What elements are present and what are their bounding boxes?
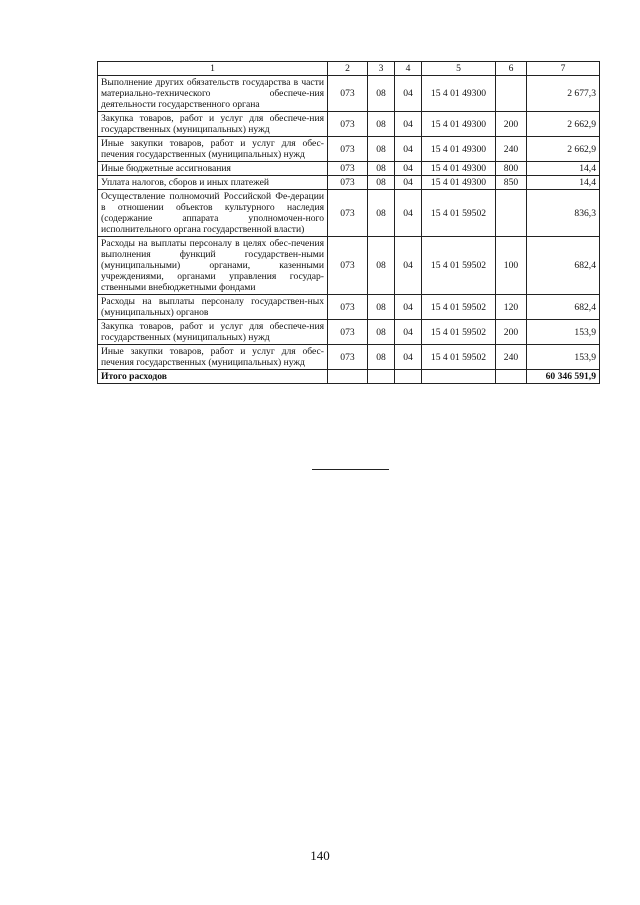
- row-code-4-cell: 04: [395, 137, 422, 162]
- row-code-4-cell: 04: [395, 320, 422, 345]
- table-row: [98, 137, 600, 162]
- row-name-cell: Выполнение других обязательств государства в части материально-технического обеспече-ния деятельности государственного органа: [98, 76, 328, 112]
- end-rule: [312, 469, 389, 470]
- budget-table: [97, 61, 600, 384]
- table-row: [98, 237, 600, 295]
- column-header-4: 4: [395, 62, 422, 76]
- row-name-cell: Закупка товаров, работ и услуг для обеспече-ния государственных (муниципальных) нужд: [98, 320, 328, 345]
- column-header-1: 1: [98, 62, 328, 76]
- table-row: [98, 162, 600, 176]
- row-code-5-cell: 15 4 01 59502: [422, 295, 496, 320]
- row-code-6-cell: 800: [496, 162, 527, 176]
- table-row: [98, 190, 600, 237]
- row-code-3-cell: 08: [368, 320, 395, 345]
- table-header-row: [98, 62, 600, 76]
- column-header-7: 7: [527, 62, 600, 76]
- row-name-cell: Закупка товаров, работ и услуг для обеспече-ния государственных (муниципальных) нужд: [98, 112, 328, 137]
- row-code-3-cell: 08: [368, 76, 395, 112]
- row-code-6-cell: 200: [496, 112, 527, 137]
- row-amount-cell: 14,4: [527, 176, 600, 190]
- row-code-4-cell: 04: [395, 162, 422, 176]
- row-code-2-cell: 073: [328, 162, 368, 176]
- row-code-6-cell: 200: [496, 320, 527, 345]
- row-code-3-cell: 08: [368, 295, 395, 320]
- column-header-6: 6: [496, 62, 527, 76]
- row-code-3-cell: 08: [368, 345, 395, 370]
- total-value: 60 346 591,9: [527, 370, 600, 384]
- row-code-5-cell: 15 4 01 59502: [422, 320, 496, 345]
- row-amount-cell: 2 677,3: [527, 76, 600, 112]
- row-code-5-cell: 15 4 01 49300: [422, 176, 496, 190]
- row-name-cell: Уплата налогов, сборов и иных платежей: [98, 176, 328, 190]
- row-code-5-cell: 15 4 01 49300: [422, 76, 496, 112]
- row-code-4-cell: 04: [395, 112, 422, 137]
- row-name-cell: Осуществление полномочий Российской Фе-дерации в отношении объектов культурного наследия (содержание аппарата уполномочен-ного исполнительного органа государственной власти): [98, 190, 328, 237]
- total-row: [98, 370, 600, 384]
- table-row: [98, 295, 600, 320]
- row-amount-cell: 836,3: [527, 190, 600, 237]
- total-empty-cell: [328, 370, 368, 384]
- row-code-3-cell: 08: [368, 112, 395, 137]
- row-code-5-cell: 15 4 01 59502: [422, 190, 496, 237]
- row-code-4-cell: 04: [395, 295, 422, 320]
- row-amount-cell: 2 662,9: [527, 137, 600, 162]
- row-amount-cell: 682,4: [527, 295, 600, 320]
- total-empty-cell: [368, 370, 395, 384]
- total-label: Итого расходов: [98, 370, 328, 384]
- table-row: [98, 320, 600, 345]
- row-code-2-cell: 073: [328, 320, 368, 345]
- table-row: [98, 176, 600, 190]
- row-code-3-cell: 08: [368, 176, 395, 190]
- row-code-2-cell: 073: [328, 76, 368, 112]
- row-code-2-cell: 073: [328, 176, 368, 190]
- total-empty-cell: [422, 370, 496, 384]
- row-code-6-cell: 850: [496, 176, 527, 190]
- row-amount-cell: 153,9: [527, 345, 600, 370]
- row-code-4-cell: 04: [395, 237, 422, 295]
- column-header-5: 5: [422, 62, 496, 76]
- page-number: 140: [310, 848, 330, 863]
- total-empty-cell: [496, 370, 527, 384]
- row-code-3-cell: 08: [368, 162, 395, 176]
- row-code-3-cell: 08: [368, 237, 395, 295]
- row-name-cell: Иные бюджетные ассигнования: [98, 162, 328, 176]
- row-code-5-cell: 15 4 01 49300: [422, 162, 496, 176]
- row-code-4-cell: 04: [395, 345, 422, 370]
- row-code-6-cell: 100: [496, 237, 527, 295]
- row-amount-cell: 2 662,9: [527, 112, 600, 137]
- row-code-3-cell: 08: [368, 137, 395, 162]
- row-code-6-cell: [496, 190, 527, 237]
- row-code-6-cell: 240: [496, 345, 527, 370]
- row-code-5-cell: 15 4 01 49300: [422, 137, 496, 162]
- table-row: [98, 112, 600, 137]
- row-code-6-cell: 240: [496, 137, 527, 162]
- row-code-5-cell: 15 4 01 49300: [422, 112, 496, 137]
- row-code-2-cell: 073: [328, 137, 368, 162]
- row-code-4-cell: 04: [395, 76, 422, 112]
- row-code-2-cell: 073: [328, 345, 368, 370]
- table-row: [98, 76, 600, 112]
- row-name-cell: Расходы на выплаты персоналу государствен-ных (муниципальных) органов: [98, 295, 328, 320]
- column-header-2: 2: [328, 62, 368, 76]
- row-code-6-cell: [496, 76, 527, 112]
- row-code-5-cell: 15 4 01 59502: [422, 345, 496, 370]
- row-code-5-cell: 15 4 01 59502: [422, 237, 496, 295]
- row-code-2-cell: 073: [328, 237, 368, 295]
- row-amount-cell: 14,4: [527, 162, 600, 176]
- row-code-3-cell: 08: [368, 190, 395, 237]
- row-amount-cell: 153,9: [527, 320, 600, 345]
- row-code-6-cell: 120: [496, 295, 527, 320]
- row-code-4-cell: 04: [395, 190, 422, 237]
- column-header-3: 3: [368, 62, 395, 76]
- row-code-2-cell: 073: [328, 190, 368, 237]
- row-name-cell: Иные закупки товаров, работ и услуг для обес-печения государственных (муниципальных) нужд: [98, 137, 328, 162]
- row-name-cell: Иные закупки товаров, работ и услуг для обес-печения государственных (муниципальных) нужд: [98, 345, 328, 370]
- row-code-4-cell: 04: [395, 176, 422, 190]
- row-code-2-cell: 073: [328, 295, 368, 320]
- table-row: [98, 345, 600, 370]
- row-amount-cell: 682,4: [527, 237, 600, 295]
- total-empty-cell: [395, 370, 422, 384]
- row-code-2-cell: 073: [328, 112, 368, 137]
- row-name-cell: Расходы на выплаты персоналу в целях обес-печения выполнения функций государствен-ными (муниципальными) органами, казенными учреждениями, органами управления государ-ственными внебюджетными фондами: [98, 237, 328, 295]
